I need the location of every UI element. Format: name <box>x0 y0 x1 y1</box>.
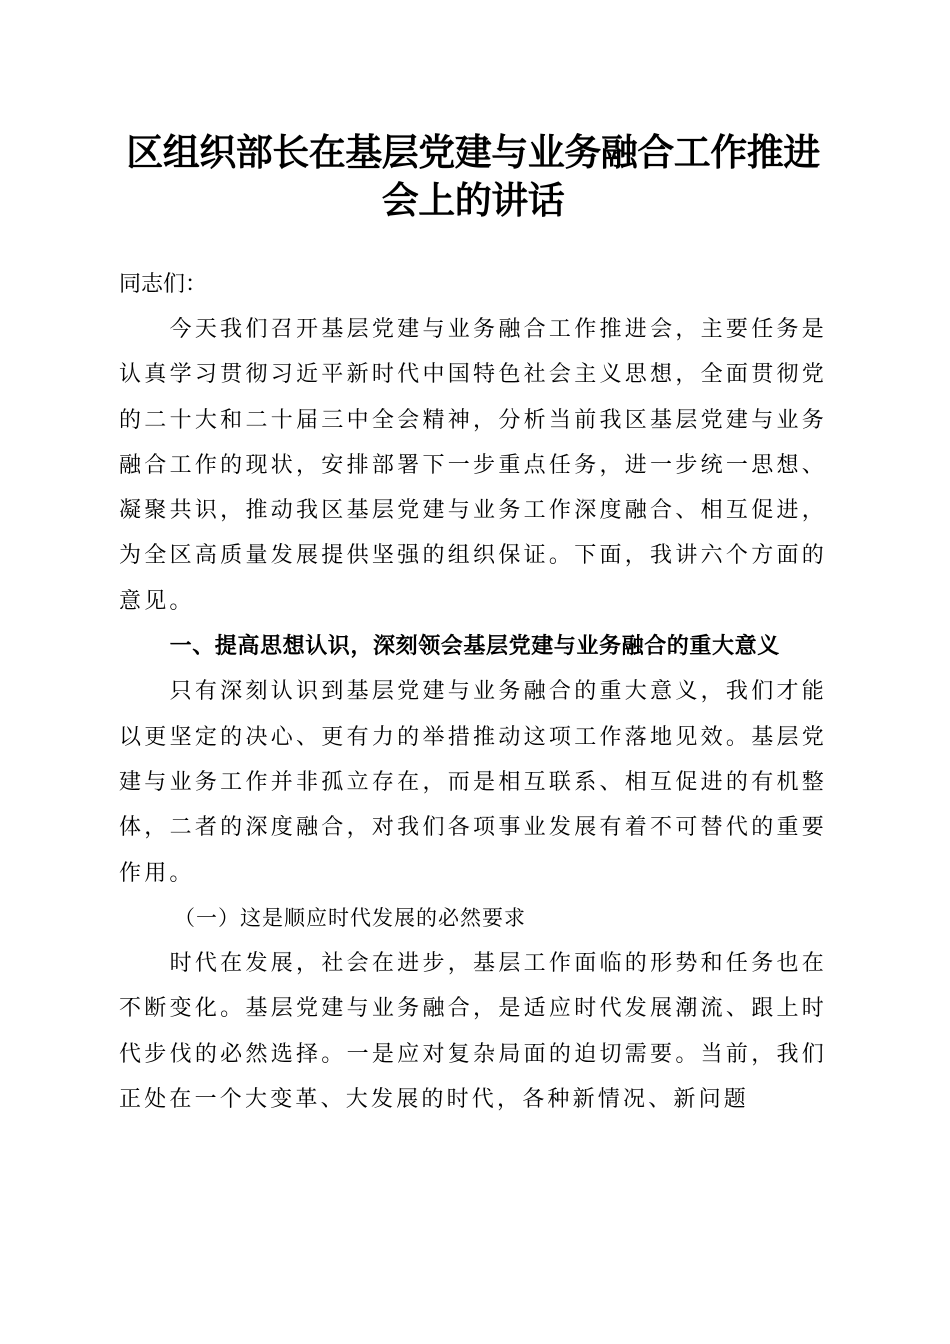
intro-paragraph: 今天我们召开基层党建与业务融合工作推进会，主要任务是认真学习贯彻习近平新时代中国特色社会主义思想，全面贯彻党的二十大和二十届三中全会精神，分析当前我区基层党建与业务融合工作的现状，安排部署下一步重点任务，进一步统一思想、凝聚共识，推动我区基层党建与业务工作深度融合、相互促进，为全区高质量发展提供坚强的组织保证。下面，我讲六个方面的意见。 <box>119 317 827 614</box>
document-title: 区组织部长在基层党建与业务融合工作推进会上的讲话 <box>126 130 820 222</box>
document-page <box>119 128 827 1122</box>
salutation: 同志们： <box>119 272 208 297</box>
subsection1-paragraph: 时代在发展，社会在进步，基层工作面临的形势和任务也在不断变化。基层党建与业务融合，是适应时代发展潮流、跟上时代步伐的必然选择。一是应对复杂局面的迫切需要。当前，我们正处在一个大变革、大发展的时代，各种新情况、新问题 <box>119 951 827 1113</box>
section1-paragraph: 只有深刻认识到基层党建与业务融合的重大意义，我们才能以更坚定的决心、更有力的举措推动这项工作落地见效。基层党建与业务工作并非孤立存在，而是相互联系、相互促进的有机整体，二者的深度融合，对我们各项事业发展有着不可替代的重要作用。 <box>119 679 827 886</box>
section-heading-1: 一、提高思想认识，深刻领会基层党建与业务融合的重大意义 <box>169 634 780 660</box>
subsection-heading-1: （一）这是顺应时代发展的必然要求 <box>174 905 526 930</box>
